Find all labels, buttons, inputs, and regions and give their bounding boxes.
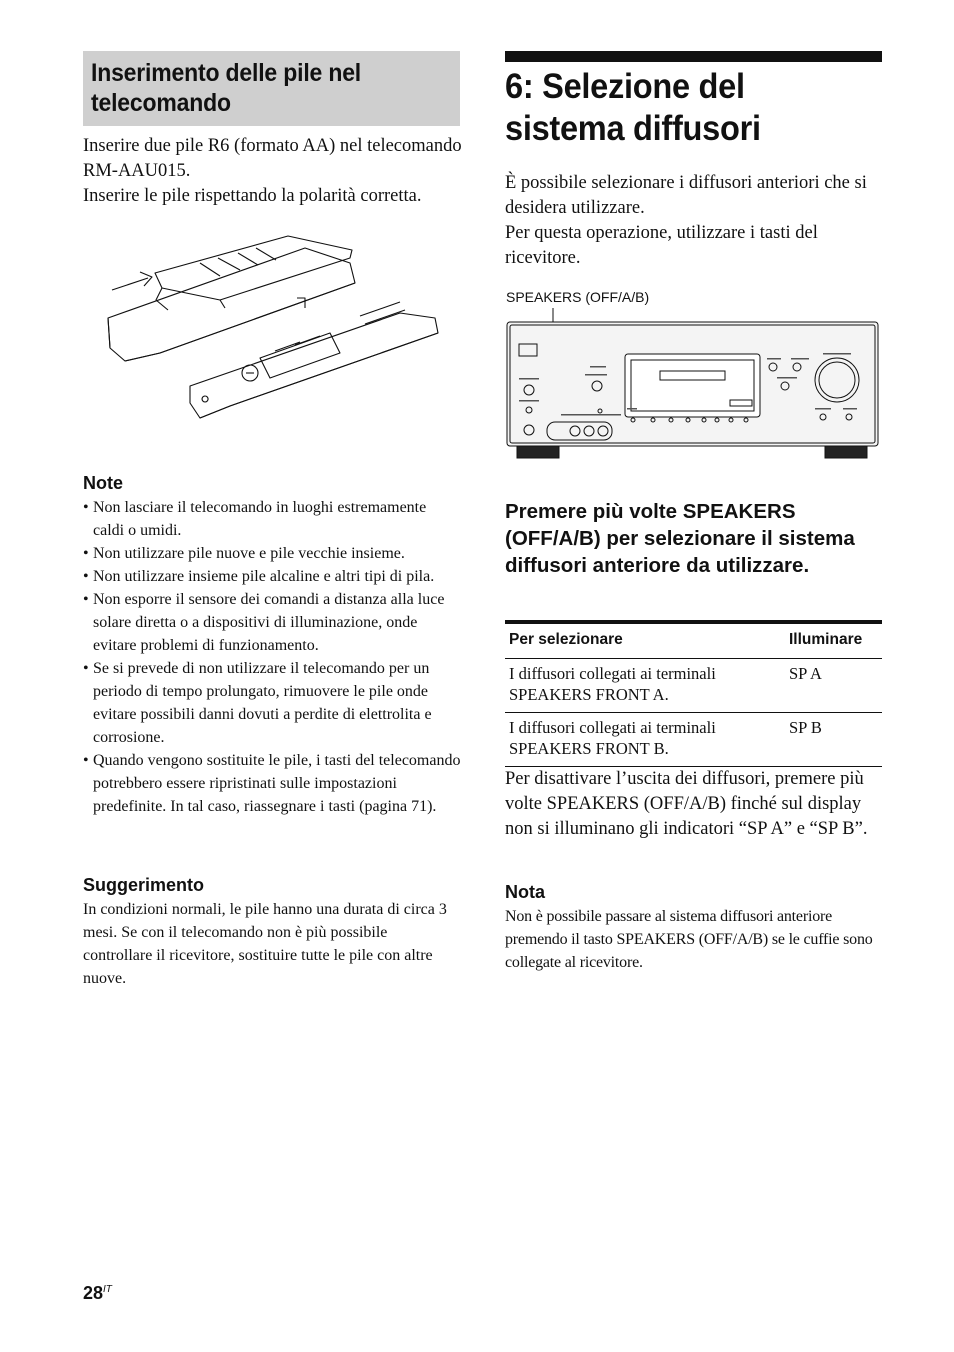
table-row xyxy=(505,659,882,713)
table-cell: SP A xyxy=(785,659,882,713)
list-item: • Non utilizzare insieme pile alcaline e altri tipi di pila. xyxy=(83,568,435,585)
note-list xyxy=(83,496,461,818)
column-header: Illuminare xyxy=(785,622,882,659)
step-instruction: Premere più volte SPEAKERS (OFF/A/B) per selezionare il sistema diffusori anteriore da utilizzare. xyxy=(505,500,855,577)
page-number-value: 28 xyxy=(83,1283,104,1303)
selection-table xyxy=(505,620,882,767)
list-item: • Non esporre il sensore dei comandi a distanza alla luce solare diretta o a dispositivi di illuminazione, onde evitare problemi di funzionamento. xyxy=(83,591,445,654)
intro-text xyxy=(83,134,463,209)
column-header: Per selezionare xyxy=(505,622,785,659)
section-rule xyxy=(505,51,882,62)
table-cell: I diffusori collegati ai terminali SPEAKERS FRONT B. xyxy=(505,713,785,767)
list-item: • Non lasciare il telecomando in luoghi estremamente caldi o umidi. xyxy=(83,499,427,539)
table-header-row xyxy=(505,622,882,659)
tip-heading: Suggerimento xyxy=(83,875,205,895)
receiver-front-panel-illustration xyxy=(505,304,880,466)
table-row xyxy=(505,713,882,767)
table-cell: SP B xyxy=(785,713,882,767)
note-heading: Note xyxy=(83,473,123,493)
list-item: • Quando vengono sostituite le pile, i tasti del telecomando potrebbero essere ripristinati sulle impostazioni predefinite. In tal caso, riassegnare i tasti (pagina 71). xyxy=(83,752,461,815)
section-title: Inserimento delle pile nel telecomando xyxy=(91,59,362,117)
page-number-suffix: IT xyxy=(103,1284,112,1295)
right-intro-paragraph-1: È possibile selezionare i diffusori anteriori che si desidera utilizzare. xyxy=(505,173,867,218)
intro-paragraph-2: Inserire le pile rispettando la polarità corretta. xyxy=(83,186,422,206)
right-intro-text xyxy=(505,171,885,271)
page-title: 6: Selezione del sistema diffusori xyxy=(505,67,761,148)
tip-text: In condizioni normali, le pile hanno una durata di circa 3 mesi. Se con il telecomando non è più possibile controllare il ricevitore, sostituire tutte le pile con altre nuove. xyxy=(83,901,447,987)
nota-heading: Nota xyxy=(505,882,545,902)
page-number xyxy=(83,1283,112,1304)
list-item: • Se si prevede di non utilizzare il telecomando per un periodo di tempo prolungato, rimuovere le pile onde evitare possibili danni dovuti a perdite di elettrolita e corrosione. xyxy=(83,660,432,746)
after-table-text: Per disattivare l’uscita dei diffusori, premere più volte SPEAKERS (OFF/A/B) finché sul display non si illuminano gli indicatori “SP A” e “SP B”. xyxy=(505,769,868,839)
table-cell: I diffusori collegati ai terminali SPEAKERS FRONT A. xyxy=(505,659,785,713)
remote-battery-illustration xyxy=(100,228,445,438)
right-intro-paragraph-2: Per questa operazione, utilizzare i tasti del ricevitore. xyxy=(505,223,818,268)
figure-callout-label: SPEAKERS (OFF/A/B) xyxy=(506,289,650,305)
nota-text: Non è possibile passare al sistema diffusori anteriore premendo il tasto SPEAKERS (OFF/A/B) se le cuffie sono collegate al ricevitore. xyxy=(505,908,873,971)
list-item: • Non utilizzare pile nuove e pile vecchie insieme. xyxy=(83,545,405,562)
intro-paragraph-1: Inserire due pile R6 (formato AA) nel telecomando RM-AAU015. xyxy=(83,136,462,181)
